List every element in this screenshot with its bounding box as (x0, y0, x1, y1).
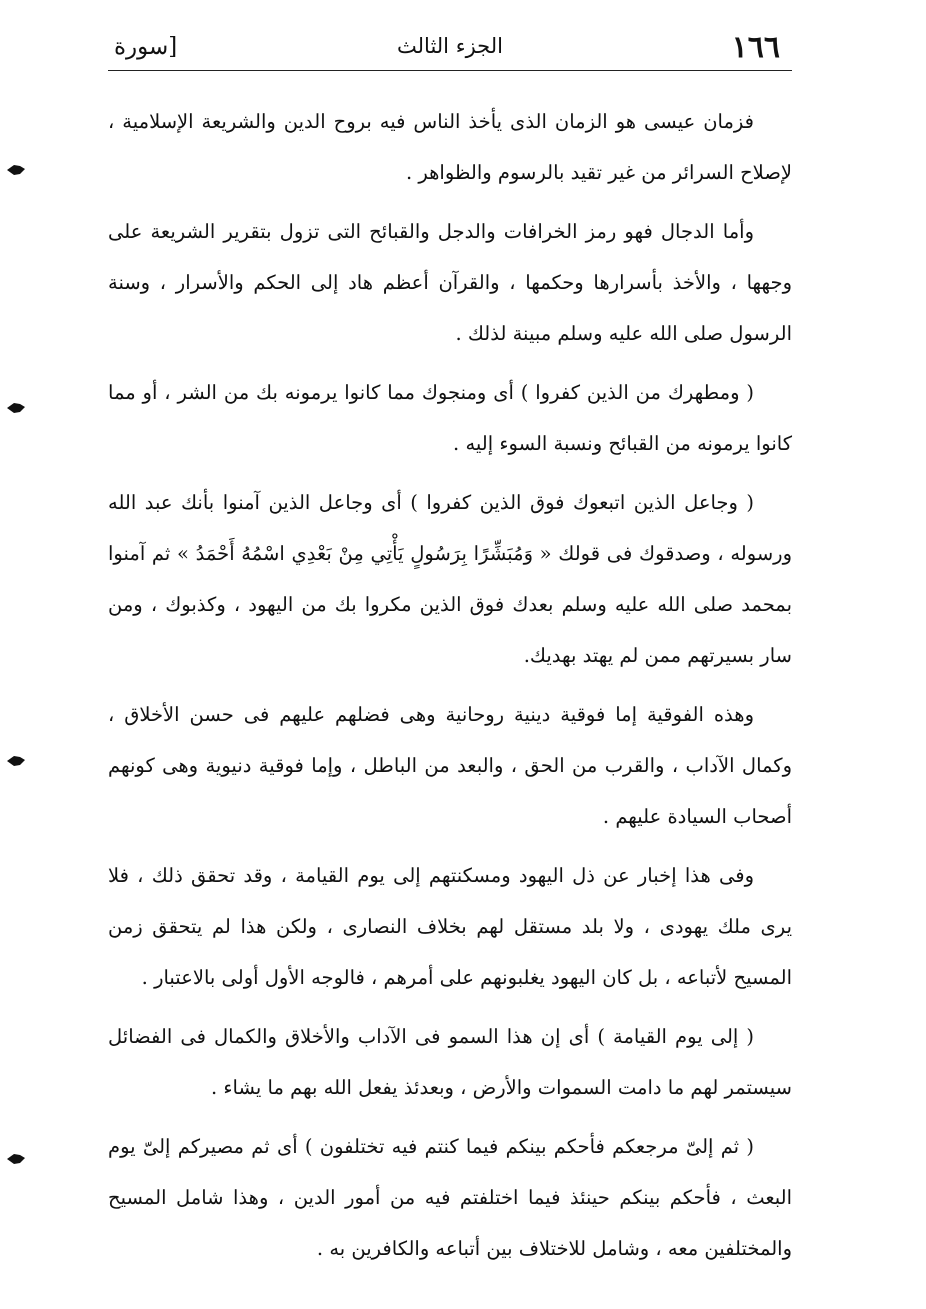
margin-mark-icon (6, 163, 26, 177)
paragraph: وأما الدجال فهو رمز الخرافات والدجل والقبائح التى تزول بتقرير الشريعة على وجهها ، والأخذ بأسرارها وحكمها ، والقرآن أعظم هاد إلى الحكم والأسرار ، وسنة الرسول صلى الله عليه وسلم مبينة لذلك . (108, 220, 792, 345)
margin-mark-icon (6, 401, 26, 415)
paragraph: وفى هذا إخبار عن ذل اليهود ومسكنتهم إلى يوم القيامة ، وقد تحقق ذلك ، فلا يرى ملك يهودى ، ولا بلد مستقل لهم بخلاف النصارى ، ولكن هذا لم يتحقق زمن المسيح لأتباعه ، بل كان اليهود يغلبونهم على أمرهم ، فالوجه الأول أولى بالاعتبار . (108, 864, 792, 989)
surah-label: [سورة (114, 34, 178, 60)
paragraph: ( ثم إلىّ مرجعكم فأحكم بينكم فيما كنتم فيه تختلفون ) أى ثم مصيركم إلىّ يوم البعث ، فأحكم بينكم حينئذ فيما اختلفتم فيه من أمور الدين ، وهذا شامل المسيح والمختلفين معه ، وشامل للاختلاف بين أتباعه والكافرين به . (108, 1135, 792, 1260)
paragraph: ( وجاعل الذين اتبعوك فوق الذين كفروا ) أى وجاعل الذين آمنوا بأنك عبد الله ورسوله ، وصدقوك فى قولك « وَمُبَشِّرًا بِرَسُولٍ يَأْتِي مِنْ بَعْدِي اسْمُهُ أَحْمَدُ » ثم آمنوا بمحمد صلى الله عليه وسلم بعدك فوق الذين مكروا بك من اليهود ، وكذبوك ، ومن سار بسيرتهم ممن لم يهتد بهديك. (108, 491, 792, 667)
paragraph: ( إلى يوم القيامة ) أى إن هذا السمو فى الآداب والأخلاق والكمال فى الفضائل سيستمر لهم ما دامت السموات والأرض ، وبعدئذ يفعل الله بهم ما يشاء . (108, 1025, 792, 1099)
margin-mark-icon (6, 1152, 26, 1166)
page-header (100, 26, 800, 72)
margin-mark-icon (6, 754, 26, 768)
page-number: ١٦٦ (731, 30, 780, 65)
paragraph: فزمان عيسى هو الزمان الذى يأخذ الناس فيه بروح الدين والشريعة الإسلامية ، لإصلاح السرائر من غير تقيد بالرسوم والظواهر . (108, 110, 792, 184)
header-divider (108, 70, 792, 71)
part-title: الجزء الثالث (397, 34, 503, 58)
paragraph: وهذه الفوقية إما فوقية دينية روحانية وهى فضلهم عليهم فى حسن الأخلاق ، وكمال الآداب ، والقرب من الحق ، والبعد من الباطل ، وإما فوقية دنيوية وهى كونهم أصحاب السيادة عليهم . (108, 703, 792, 828)
page-body (108, 96, 792, 1282)
paragraph: ( ومطهرك من الذين كفروا ) أى ومنجوك مما كانوا يرمونه بك من الشر ، أو مما كانوا يرمونه من القبائح ونسبة السوء إليه . (108, 381, 792, 455)
